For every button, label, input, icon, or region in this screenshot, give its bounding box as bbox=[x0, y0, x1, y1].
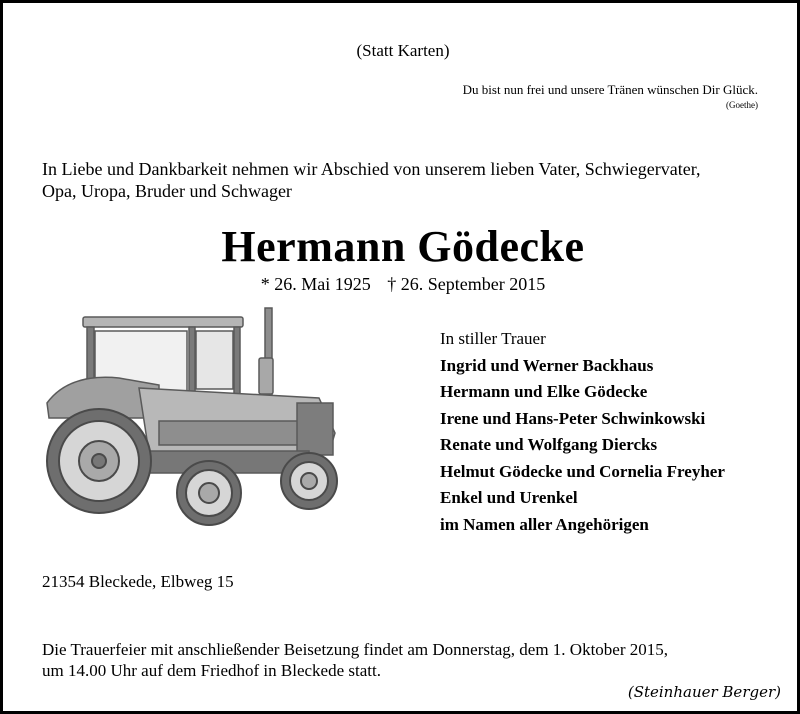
address: 21354 Bleckede, Elbweg 15 bbox=[42, 572, 234, 591]
mourner-name: Helmut Gödecke und Cornelia Freyher bbox=[440, 461, 725, 481]
header-note: (Statt Karten) bbox=[356, 41, 450, 60]
mourner-name: im Namen aller Angehörigen bbox=[440, 514, 649, 534]
mourner-name: Enkel und Urenkel bbox=[440, 488, 578, 507]
death-date: † 26. September 2015 bbox=[387, 274, 546, 294]
mourners-intro: In stiller Trauer bbox=[440, 329, 546, 348]
deceased-name: Hermann Gödecke bbox=[221, 222, 585, 271]
quote-text: Du bist nun frei und unsere Tränen wünschen Dir Glück. bbox=[462, 82, 758, 97]
mourner-name: Ingrid und Werner Backhaus bbox=[440, 355, 654, 375]
signature: (Steinhauer Berger) bbox=[627, 683, 781, 701]
mourner-name: Irene und Hans-Peter Schwinkowski bbox=[440, 408, 706, 428]
mourner-name: Renate und Wolfgang Diercks bbox=[440, 435, 658, 454]
intro-line-1: In Liebe und Dankbarkeit nehmen wir Abschied von unserem lieben Vater, Schwiegervater, bbox=[42, 159, 701, 179]
mourners-list bbox=[440, 326, 725, 538]
quote-source: (Goethe) bbox=[726, 100, 758, 110]
ceremony-line-1: Die Trauerfeier mit anschließender Beisetzung findet am Donnerstag, dem 1. Oktober 2015, bbox=[42, 640, 668, 659]
tractor-icon bbox=[39, 303, 339, 528]
ceremony-line-2: um 14.00 Uhr auf dem Friedhof in Bleckede statt. bbox=[42, 661, 381, 680]
life-dates bbox=[3, 274, 800, 295]
mourner-name: Hermann und Elke Gödecke bbox=[440, 382, 648, 401]
intro-line-2: Opa, Uropa, Bruder und Schwager bbox=[42, 181, 292, 201]
intro-text bbox=[42, 158, 701, 202]
birth-date: * 26. Mai 1925 bbox=[260, 274, 371, 294]
ceremony-info bbox=[42, 639, 772, 681]
